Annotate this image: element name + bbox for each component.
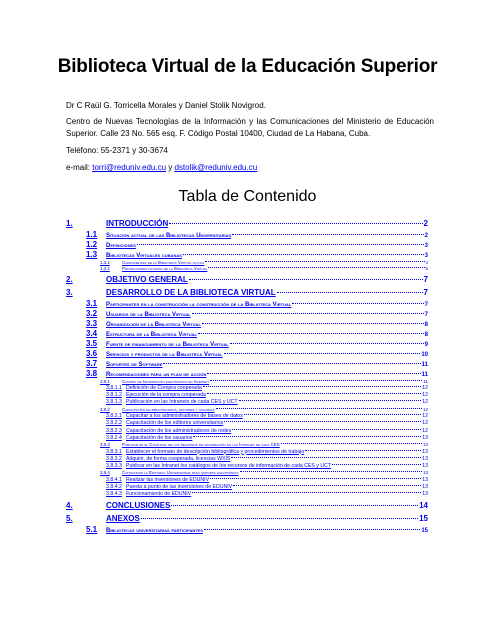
affiliation-paragraph: Centro de Nuevas Tecnologías de la Información y las Comunicaciones del Ministerio de Educación Superior. Calle 23 No. 565 esq. F. Código Postal 10400, Ciudad de La Habana, Cuba. xyxy=(66,117,434,138)
toc-dot-leader xyxy=(202,323,424,324)
toc-entry-title: Recomendaciones para un plan de acción xyxy=(106,371,207,378)
toc-entry-number: 3.8.4.3 xyxy=(106,491,122,498)
toc-entry-number: 3.3 xyxy=(86,318,98,328)
toc-entry-page: 7 xyxy=(423,274,428,284)
toc-dot-leader xyxy=(231,457,421,458)
toc-dot-leader xyxy=(233,485,421,486)
toc-entry-page: 13 xyxy=(422,476,428,483)
toc-entry-title: Estructura de la Biblioteca Virtual xyxy=(106,331,197,338)
toc-entry-number: 3.8.1.1 xyxy=(106,384,122,391)
toc-entry[interactable] xyxy=(66,349,428,359)
toc-dot-leader xyxy=(193,436,421,437)
toc-dot-leader xyxy=(198,333,424,334)
toc-entry-title: Usuarios de la Biblioteca Virtual xyxy=(106,311,191,318)
toc-entry-number: 3.6 xyxy=(86,348,98,358)
toc-entry-number: 3.8 xyxy=(86,368,98,378)
toc-entry-title: Definición de Compra cooperada xyxy=(126,384,202,391)
toc-entry[interactable] xyxy=(66,420,428,427)
toc-entry-page: 12 xyxy=(422,392,428,399)
toc-dot-leader xyxy=(192,313,424,314)
toc-entry[interactable] xyxy=(66,428,428,435)
toc-entry-number: 3.8.1.3 xyxy=(106,399,122,406)
toc-entry-page: 12 xyxy=(422,420,428,427)
toc-entry[interactable] xyxy=(66,299,428,309)
toc-entry[interactable] xyxy=(66,392,428,399)
toc-entry-page: 15 xyxy=(419,513,428,523)
toc-entry[interactable] xyxy=(66,309,428,319)
toc-dot-leader xyxy=(183,254,424,255)
toc-entry-title: Realizar las inversiones de EDUNIV xyxy=(126,476,210,483)
toc-entry-number: 3.8.4.2 xyxy=(106,484,122,491)
toc-entry-number: 3.8.4.1 xyxy=(106,476,122,483)
toc-entry-page: 9 xyxy=(424,341,428,348)
toc-entry[interactable] xyxy=(66,484,428,491)
toc-dot-leader xyxy=(141,518,418,519)
toc-dot-leader xyxy=(192,492,421,493)
toc-dot-leader xyxy=(332,464,421,465)
toc-dot-leader xyxy=(207,393,421,394)
toc-entry-page: 7 xyxy=(424,301,428,308)
toc-dot-leader xyxy=(277,292,423,293)
toc-entry[interactable] xyxy=(66,217,428,230)
toc-entry-number: 3.8.3 xyxy=(100,442,110,448)
toc-dot-leader xyxy=(281,443,422,444)
toc-entry-page: 3 xyxy=(424,243,428,249)
toc-entry-title: Capacitación de bibliotecarios, editores y usuarios xyxy=(122,406,215,412)
toc-entry-page: 7 xyxy=(424,311,428,318)
toc-entry-page: 13 xyxy=(422,491,428,498)
toc-entry-title: Establecer el formato de descripción bibliográfica y procedimientos de trabajo xyxy=(126,448,305,455)
toc-entry-page: 15 xyxy=(421,527,428,534)
toc-entry[interactable] xyxy=(66,456,428,463)
toc-entry[interactable] xyxy=(66,240,428,250)
toc-dot-leader xyxy=(230,343,424,344)
toc-entry-title: Situación actual de las Bibliotecas Universitarias xyxy=(106,233,232,239)
toc-entry-number: 3.8.3.3 xyxy=(106,463,122,470)
toc-dot-leader xyxy=(210,478,421,479)
toc-entry-number: 3.1 xyxy=(86,298,98,308)
toc-entry-page: 11 xyxy=(421,371,428,378)
toc-entry-number: 3.8.3.2 xyxy=(106,455,122,462)
toc-entry-page: 12 xyxy=(422,427,428,434)
toc-entry-page: 12 xyxy=(422,399,428,406)
toc-entry-title: Funcionamiento de EDUNIV xyxy=(126,491,192,498)
toc-dot-leader xyxy=(224,421,421,422)
toc-entry-number: 3.8.1.2 xyxy=(106,392,122,399)
toc-dot-leader xyxy=(204,529,420,530)
toc-entry-page: 13 xyxy=(422,455,428,462)
toc-entry[interactable] xyxy=(66,499,428,512)
toc-entry-page: 10 xyxy=(421,351,428,358)
toc-entry-title: Bibliotecas universitarias participantes xyxy=(106,527,204,534)
toc-entry-number: 3.8.4 xyxy=(100,470,110,476)
toc-entry[interactable] xyxy=(66,359,428,369)
toc-entry-number: 3.8.2.1 xyxy=(106,413,122,420)
toc-dot-leader xyxy=(232,234,424,235)
toc-dot-leader xyxy=(244,414,421,415)
toc-entry-number: 1.3.1 xyxy=(100,260,110,265)
toc-entry-title: Publicar en el Catálogo de los recursos de información en las Intranet de cada CES xyxy=(122,442,280,448)
toc-dot-leader xyxy=(137,244,424,245)
toc-entry-page: 11 xyxy=(421,361,428,368)
toc-entry[interactable] xyxy=(66,477,428,484)
toc-entry-page: 14 xyxy=(419,500,428,510)
email-joiner: y xyxy=(166,163,175,172)
toc-entry-page: 12 xyxy=(422,413,428,420)
toc-entry-title: ANEXOS xyxy=(106,513,140,523)
toc-entry-title: Publicación en las Intranets de cada CES y UCT xyxy=(126,399,238,406)
toc-entry-page: 3 xyxy=(424,253,428,259)
toc-entry-page: 13 xyxy=(423,470,428,476)
toc-entry-number: 3.7 xyxy=(86,358,98,368)
toc-entry-title: Definiciones xyxy=(106,243,136,249)
toc-dot-leader xyxy=(171,505,418,506)
toc-dot-leader xyxy=(163,363,420,364)
toc-entry-number: 3.5 xyxy=(86,338,98,348)
toc-entry[interactable] xyxy=(66,319,428,329)
toc-dot-leader xyxy=(208,267,424,268)
toc-entry-title: Ejecución de la compra cooperada xyxy=(126,392,206,399)
email-link-dstolik[interactable]: dstolik@reduniv.edu.cu xyxy=(174,163,258,172)
toc-entry[interactable] xyxy=(66,230,428,240)
toc-entry-title: CONCLUSIONES xyxy=(106,500,171,510)
toc-entry[interactable] xyxy=(66,339,428,349)
toc-dot-leader xyxy=(239,400,422,401)
toc-entry-title: Publicar en las Intranet los catálogos de los recursos de información de cada CES y UCT xyxy=(126,463,332,470)
toc-entry-page: 13 xyxy=(422,448,428,455)
toc-entry[interactable] xyxy=(66,413,428,420)
toc-entry-number: 1.3 xyxy=(86,250,98,259)
toc-entry-page: 12 xyxy=(423,406,428,412)
email-link-torri[interactable]: torri@reduniv.edu.cu xyxy=(92,163,167,172)
toc-entry-number: 3.8.2 xyxy=(100,406,110,412)
toc-entry-title: Adquirir, de forma cooperada, licencias WXIS xyxy=(126,455,231,462)
toc-entry-number: 3.8.2.3 xyxy=(106,427,122,434)
toc-entry-title: Servicios y productos de la Biblioteca Virtual xyxy=(106,351,223,358)
toc-entry-title: INTRODUCCIÓN xyxy=(106,219,169,228)
toc-entry-page: 8 xyxy=(424,331,428,338)
toc-entry-number: 3.8.3.1 xyxy=(106,448,122,455)
toc-entry-title: Compra de Información electrónica en Internet xyxy=(122,378,210,384)
toc-dot-leader xyxy=(305,450,421,451)
toc-entry[interactable] xyxy=(66,286,428,299)
toc-entry-title: Capacitar a los administradores de bases de datos xyxy=(126,413,243,420)
toc-entry[interactable] xyxy=(66,512,428,525)
toc-entry-page: 13 xyxy=(422,434,428,441)
toc-entry-number: 1.3.2 xyxy=(100,266,110,272)
toc-entry-number: 1.2 xyxy=(86,240,98,249)
toc-entry-page: 13 xyxy=(422,484,428,491)
toc-entry-title: Fuente de financiamiento de la Biblioteca Virtual xyxy=(106,341,229,348)
toc-entry-page: 12 xyxy=(422,384,428,391)
toc-entry[interactable] xyxy=(66,435,428,442)
phone-line: Teléfono: 55-2371 y 30-3674 xyxy=(66,146,168,155)
toc-entry[interactable] xyxy=(66,369,428,379)
toc-entry-number: 4. xyxy=(66,500,73,510)
toc-entry-number: 5.1 xyxy=(86,524,98,534)
toc-entry[interactable] xyxy=(66,250,428,260)
toc-entry[interactable] xyxy=(66,399,428,406)
toc-entry-title: Bibliotecas Virtuales cubanas xyxy=(106,253,182,259)
toc-dot-leader xyxy=(207,373,420,374)
toc-entry-page: 13 xyxy=(422,463,428,470)
toc-entry-number: 1. xyxy=(66,219,73,228)
toc-dot-leader xyxy=(203,386,421,387)
toc-entry-title: Participantes en la construcción la construcción de la Biblioteca Virtual xyxy=(106,301,292,308)
toc-entry[interactable] xyxy=(66,463,428,470)
toc-dot-leader xyxy=(210,380,422,381)
toc-dot-leader xyxy=(216,408,423,409)
toc-entry-title: Organización de la Biblioteca Virtual xyxy=(106,321,201,328)
toc-heading: Tabla de Contenido xyxy=(178,188,317,205)
toc-entry[interactable] xyxy=(66,449,428,456)
table-of-contents xyxy=(66,217,428,535)
toc-entry-title: OBJETIVO GENERAL xyxy=(106,274,188,284)
toc-entry-number: 3.8.1 xyxy=(100,378,110,384)
toc-entry-number: 3.2 xyxy=(86,308,98,318)
toc-entry-title: Capacitación de los editores universitarios xyxy=(126,420,224,427)
toc-dot-leader xyxy=(189,279,423,280)
document-title: Biblioteca Virtual de la Educación Superior xyxy=(57,56,438,77)
toc-entry-number: 2. xyxy=(66,274,73,284)
toc-dot-leader xyxy=(232,429,421,430)
toc-entry-title: Proyecciones futuras de la Biblioteca Virtual xyxy=(122,266,208,272)
toc-entry-number: 3. xyxy=(66,287,73,297)
toc-entry[interactable] xyxy=(66,385,428,392)
toc-entry-title: DESARROLLO DE LA BIBLIOTECA VIRTUAL xyxy=(106,287,276,297)
toc-entry-page: 4 xyxy=(425,260,428,265)
toc-entry-title: Soportes de Software xyxy=(106,361,163,368)
toc-entry[interactable] xyxy=(66,491,428,498)
toc-dot-leader xyxy=(169,223,422,224)
toc-entry-number: 5. xyxy=(66,513,73,523)
toc-entry-page: 6 xyxy=(425,266,428,272)
toc-dot-leader xyxy=(224,353,421,354)
authors-line: Dr C Raúl G. Torricella Morales y Daniel Stolik Novigrod. xyxy=(66,101,266,110)
toc-entry-title: Consolidar la Editorial Universitaria para soporte electrónico xyxy=(122,470,239,476)
toc-entry-page: 2 xyxy=(423,219,428,228)
toc-entry-title: Capacitación de los administradores de redes xyxy=(126,427,232,434)
toc-dot-leader xyxy=(292,303,423,304)
toc-entry[interactable] xyxy=(66,273,428,286)
toc-dot-leader xyxy=(240,471,423,472)
toc-entry[interactable] xyxy=(66,525,428,535)
toc-entry-page: 11 xyxy=(423,378,428,384)
email-label: e-mail: xyxy=(66,163,93,172)
toc-entry-page: 13 xyxy=(423,442,428,448)
toc-entry-number: 1.1 xyxy=(86,230,98,239)
toc-entry-number: 3.8.2.2 xyxy=(106,420,122,427)
toc-entry-page: 7 xyxy=(423,287,428,297)
toc-entry-title: Puesta a punto de las inversiones de EDUNIV xyxy=(126,484,233,491)
toc-entry-title: Capacitación de los usuarios xyxy=(126,434,193,441)
email-line xyxy=(66,162,434,174)
toc-entry-number: 3.8.2.4 xyxy=(106,434,122,441)
toc-entry[interactable] xyxy=(66,329,428,339)
toc-entry-page: 2 xyxy=(424,233,428,239)
toc-entry-number: 3.4 xyxy=(86,328,98,338)
toc-entry-page: 8 xyxy=(424,321,428,328)
toc-entry-title: Componentes de la Biblioteca Virtual actual xyxy=(122,260,205,265)
toc-dot-leader xyxy=(205,261,424,262)
